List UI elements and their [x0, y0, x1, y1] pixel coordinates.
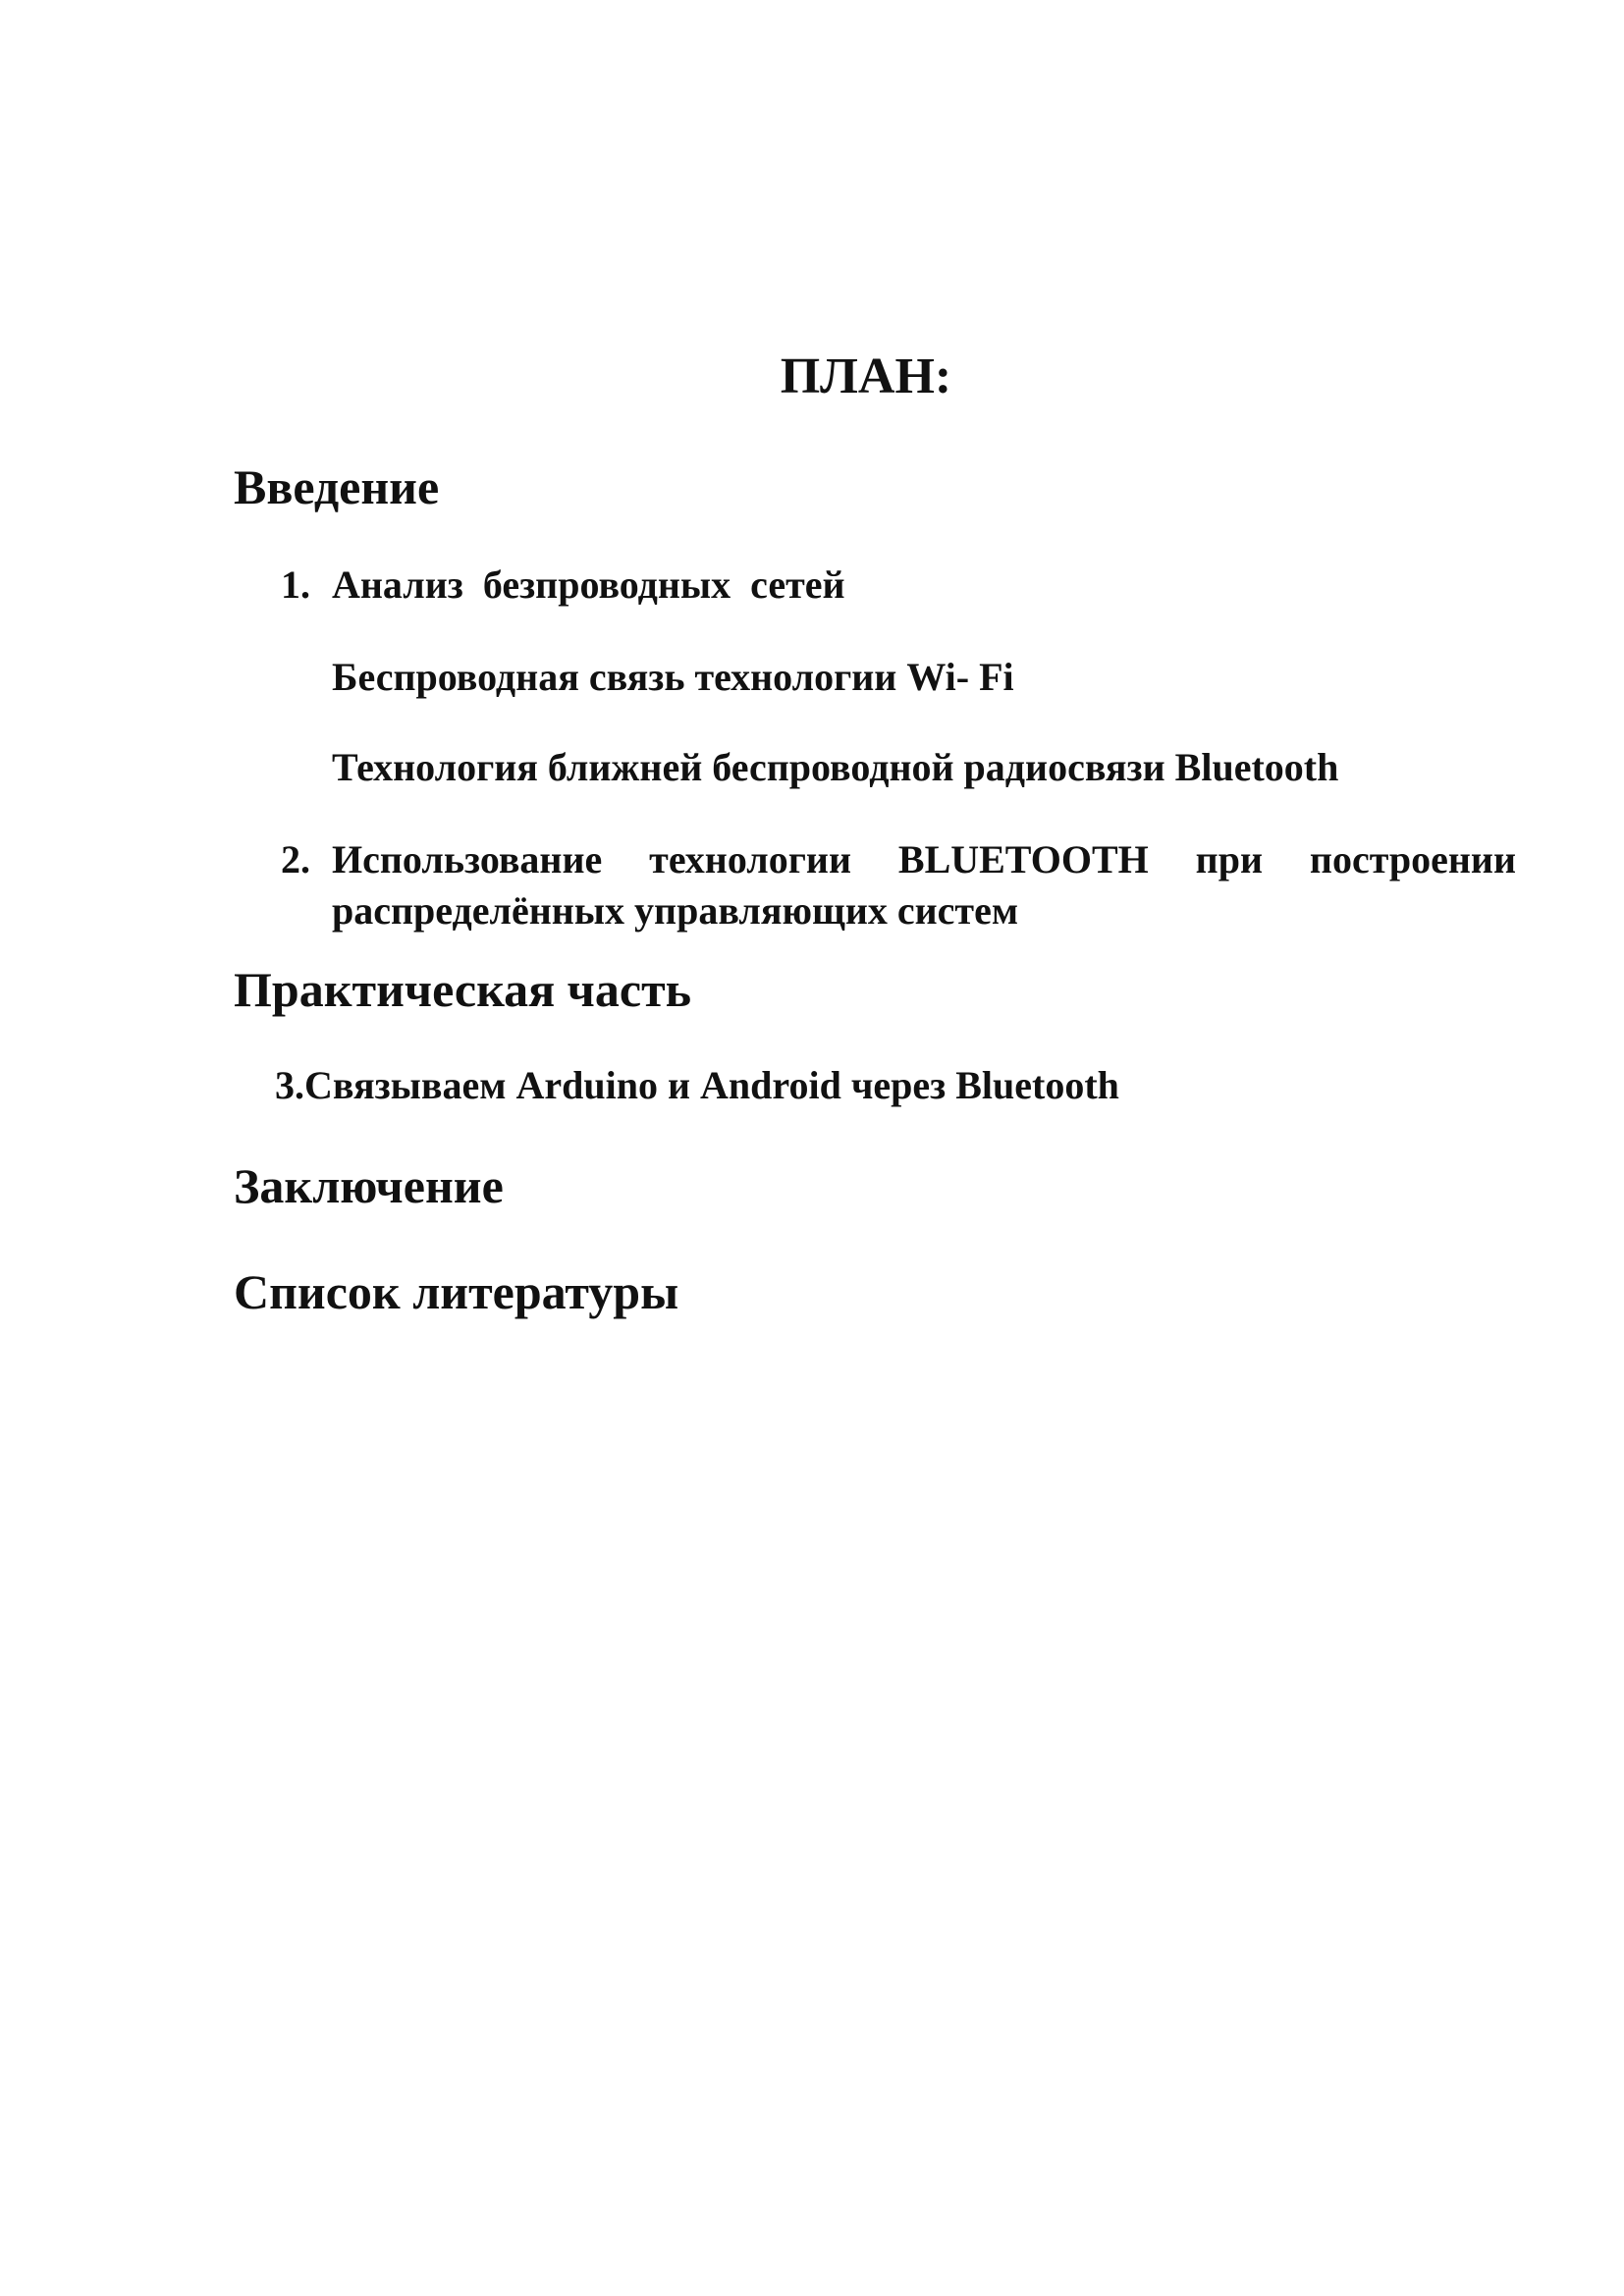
plan-title: ПЛАН:: [780, 348, 952, 404]
toc-subitem-bluetooth: Технология ближней беспроводной радиосвязи Bluetooth: [332, 745, 1339, 789]
toc-item-2: [281, 834, 1516, 936]
section-introduction: Введение: [234, 459, 440, 514]
toc-item-2-number: 2.: [281, 837, 310, 881]
toc-item-1-text: Анализ безпроводных сетей: [332, 562, 845, 607]
section-references: Список литературы: [234, 1264, 679, 1319]
toc-item-1-number: 1.: [281, 562, 310, 607]
toc-item-2-line-1: Использование технологии BLUETOOTH при построении: [332, 837, 1516, 881]
toc-item-2-line-2: распределённых управляющих систем: [332, 888, 1019, 933]
toc-subitem-wifi: Беспроводная связь технологии Wi- Fi: [332, 655, 1014, 699]
toc-item-1: [281, 560, 845, 611]
toc-item-3: 3.Связываем Arduino и Android через Bluetooth: [275, 1063, 1119, 1107]
toc-item-2-text: [332, 834, 1516, 936]
section-conclusion: Заключение: [234, 1158, 504, 1213]
section-practical: Практическая часть: [234, 962, 692, 1017]
